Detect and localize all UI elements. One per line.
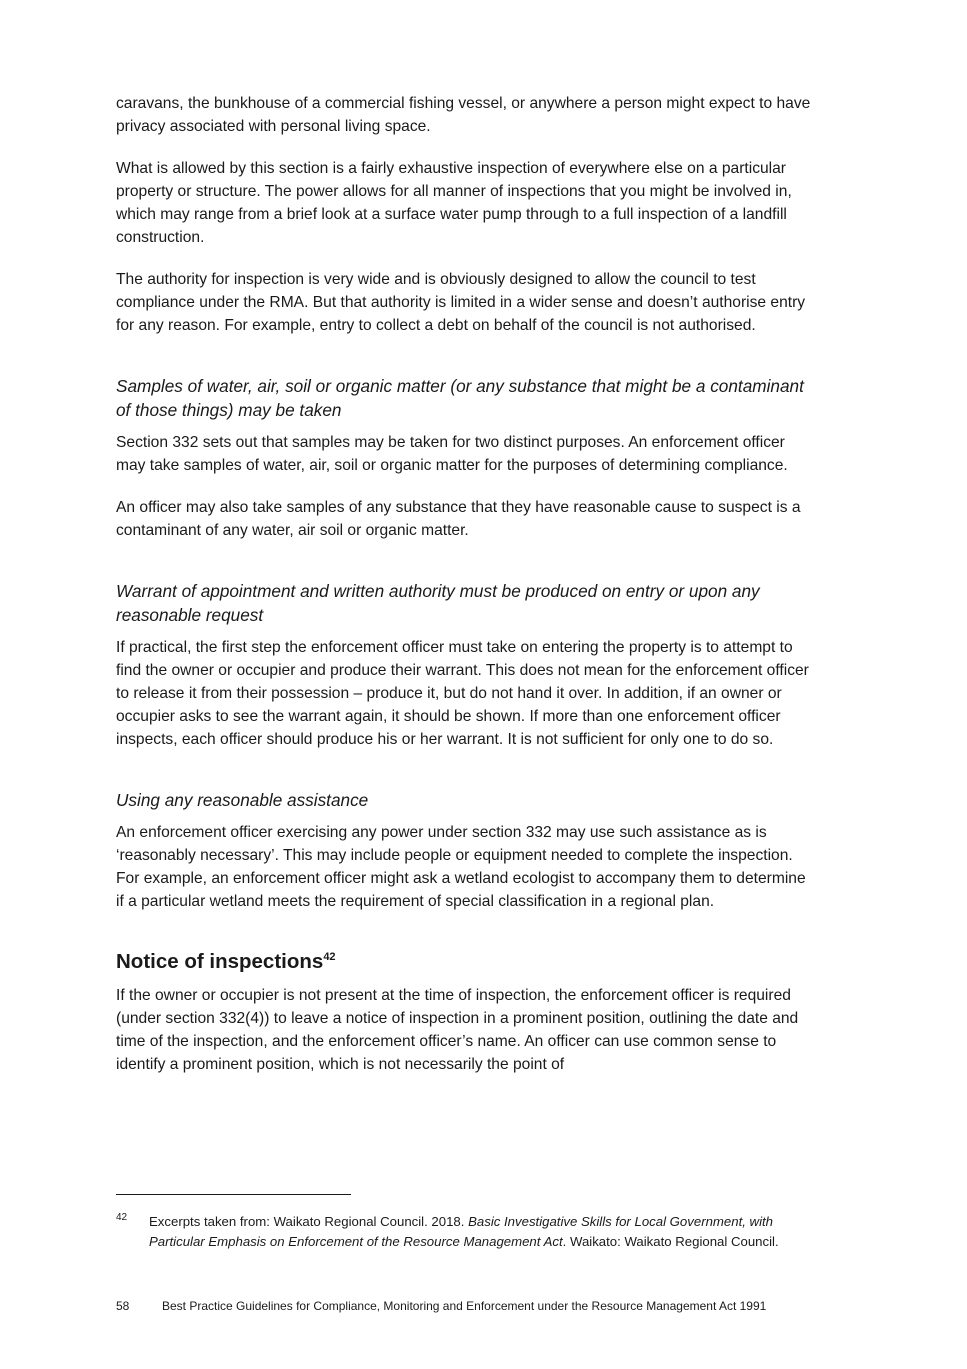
- paragraph-warrant: If practical, the first step the enforcement officer must take on entering the property is to attempt to find the owner or occupier and produce their warrant. This does not mean for the enforcement officer to release it from their possession – produce it, but do not hand it over. In addition, if an owner or occupier asks to see the warrant again, it should be shown. If more than one enforcement officer inspects, each officer should produce his or her warrant. It is not sufficient for only one to do so.: [116, 639, 809, 748]
- heading-warrant: Warrant of appointment and written authority must be produced on entry or upon any reasonable request: [116, 581, 760, 625]
- paragraph-notice: If the owner or occupier is not present at the time of inspection, the enforcement officer is required (under section 332(4)) to leave a notice of inspection in a prominent position, outlining the date and time of the inspection, and the enforcement officer’s name. An officer can use common sense to identify a prominent position, which is not necessarily the point of: [116, 987, 799, 1073]
- footnote-number: 42: [116, 1212, 128, 1223]
- paragraph-section-332: Section 332 sets out that samples may be taken for two distinct purposes. An enforcement officer may take samples of water, air, soil or organic matter for the purposes of determining compliance.: [116, 434, 788, 474]
- footnote: [116, 1212, 796, 1252]
- heading-samples: Samples of water, air, soil or organic matter (or any substance that might be a contaminant of those things) may be taken: [116, 376, 804, 420]
- footer-title: Best Practice Guidelines for Compliance, Monitoring and Enforcement under the Resource Management Act 1991: [162, 1299, 767, 1313]
- notice-heading-text: Notice of inspections: [116, 950, 324, 973]
- paragraph-contaminant: An officer may also take samples of any substance that they have reasonable cause to suspect is a contaminant of any water, air soil or organic matter.: [116, 499, 801, 539]
- footnote-text: [149, 1212, 796, 1252]
- footnote-lead: Excerpts taken from: Waikato Regional Council. 2018.: [149, 1214, 469, 1229]
- heading-notice-of-inspections: [116, 949, 816, 975]
- footnote-reference: 42: [323, 951, 336, 964]
- footnote-title: Basic Investigative Skills for Local Government, with Particular Emphasis on Enforcement of the Resource Management Act: [149, 1214, 774, 1249]
- paragraph-authority: The authority for inspection is very wide and is obviously designed to allow the council to test compliance under the RMA. But that authority is limited in a wider sense and doesn’t authorise entry for any reason. For example, entry to collect a debt on behalf of the council is not authorised.: [116, 271, 806, 334]
- footnote-tail: . Waikato: Waikato Regional Council.: [562, 1234, 779, 1249]
- paragraph-assistance: An enforcement officer exercising any power under section 332 may use such assistance as is ‘reasonably necessary’. This may include people or equipment needed to complete the inspection. For example, an enforcement officer might ask a wetland ecologist to accompany them to determine if a particular wetland meets the requirement of special classification in a regional plan.: [116, 824, 806, 910]
- paragraph-allowed-inspection: What is allowed by this section is a fairly exhaustive inspection of everywhere else on a particular property or structure. The power allows for all manner of inspections that you might be involved in, which may range from a brief look at a surface water pump through to a full inspection of a landfill construction.: [116, 160, 792, 246]
- page-footer: [116, 1297, 816, 1315]
- paragraph-living-space: caravans, the bunkhouse of a commercial fishing vessel, or anywhere a person might expect to have privacy associated with personal living space.: [116, 95, 811, 135]
- page-number: 58: [116, 1299, 130, 1313]
- main-content: [116, 92, 816, 1095]
- heading-assistance: Using any reasonable assistance: [116, 790, 369, 810]
- footnote-divider: [116, 1194, 351, 1195]
